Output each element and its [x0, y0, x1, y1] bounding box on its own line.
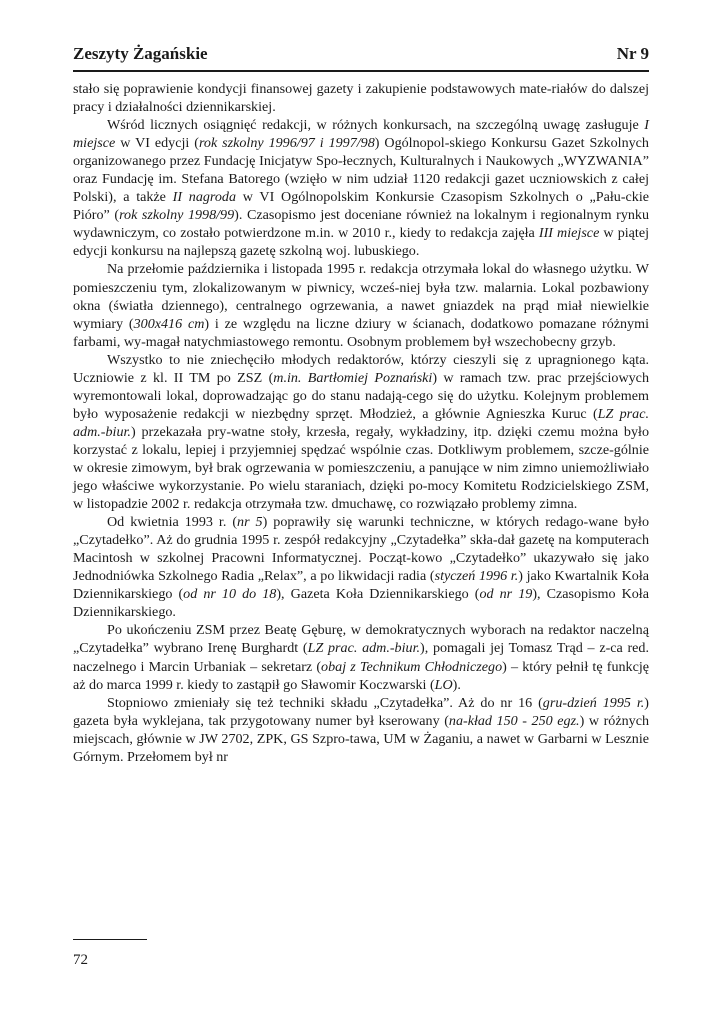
- header-rule: [73, 70, 649, 72]
- issue-number: Nr 9: [616, 44, 649, 63]
- italic-text: na-kład 150 - 250 egz.: [448, 712, 580, 729]
- italic-text: rok szkolny 1998/99: [119, 207, 235, 224]
- text-run: ) w ramach tzw. prac przejściowych wyremontowali lokal, doprowadzając go do stanu nadają-cego się do użytku. Kolejnym problemem było wyposażenie redakcji w niezbędny sprzęt. Młodzież, a głównie Agnieszka Kuruc (: [73, 369, 649, 422]
- text-run: Wszystko to nie zniechęciło młodych redaktorów, którzy cieszyli się z upragnionego kąta. Uczniowie z kl. II TM po ZSZ (: [73, 351, 649, 386]
- italic-text: LZ prac. adm.-biur.: [73, 405, 649, 440]
- italic-text: LO: [434, 676, 453, 693]
- text-run: ) jako Kwartalnik Koła Dziennikarskiego (: [73, 568, 649, 603]
- italic-text: obaj z Technikum Chłodniczego: [321, 658, 503, 675]
- text-run: ) przekazała pry-watne stoły, krzesła, regały, wykładziny, itp. dzięki czemu można było korzystać z lokalu, lepiej i przyjemniej spędzać wspólnie czas. Dotkliwym problemem, szcze-gólnie w okresie zimowym, był brak ogrzewania w pomieszczeniu, a panujące w nim zimno uniemożliwiało jego właściwe wykorzystanie. Po wielu staraniach, dzięki po-mocy Komitetu Rodzicielskiego ZSM, w listopadzie 2002 r. redakcja otrzymała tzw. dmuchawę, co rozwiązało problemy zimna.: [73, 423, 649, 513]
- text-run: w VI edycji (: [115, 135, 199, 152]
- italic-text: III miejsce: [538, 225, 600, 242]
- italic-text: nr 5: [237, 514, 263, 531]
- text-run: stało się poprawienie kondycji finansowej gazety i zakupienie podstawowych mate-riałów do dalszej pracy i działalności dziennikarskiej.: [73, 81, 649, 116]
- paragraph: [73, 694, 649, 766]
- italic-text: od nr 10 do 18: [183, 586, 277, 603]
- text-run: ) – który pełnił tę funkcję aż do marca 1999 r. kiedy to zastąpił go Sławomir Koczwarski (: [73, 658, 650, 693]
- italic-text: gru-dzień 1995 r.: [542, 694, 645, 711]
- text-run: ) w różnych miejscach, głównie w JW 2702, ZPK, GS Szpro-tawa, UM w Żaganiu, a nawet w Garbarni w Lesznie Górnym. Przełomem był nr: [73, 712, 649, 765]
- running-header: [73, 44, 649, 64]
- text-run: ). Czasopismo jest doceniane również na lokalnym i regionalnym rynku wydawniczym, co zostało potwierdzone m.in. w 2010 r., kiedy to redakcja zajęła: [73, 207, 650, 242]
- paragraph: [73, 351, 649, 513]
- body-text: [73, 80, 649, 766]
- text-run: ), Gazeta Koła Dziennikarskiego (: [276, 586, 480, 603]
- italic-text: LZ prac. adm.-biur.: [307, 640, 421, 657]
- paragraph: [73, 116, 649, 260]
- italic-text: 300x416 cm: [133, 315, 205, 332]
- paragraph: [73, 621, 649, 693]
- text-run: ) gazeta była wyklejana, tak przygotowany numer był kserowany (: [73, 694, 649, 729]
- text-run: w VI Ogólnopolskim Konkursie Czasopism Szkolnych o „Pału-ckie Pióro” (: [73, 189, 649, 224]
- text-run: ).: [452, 676, 461, 693]
- paragraph: [73, 80, 649, 116]
- text-run: ) poprawiły się warunki techniczne, w których redago-wane było „Czytadełko”. Aż do grudnia 1995 r. zespół redakcyjny „Czytadełka” skła-dał gazetę na komputerach Macintosh w szkolnej Pracowni Informatycznej. Począt-kowo „Czytadełko” ukazywało się jako Jednodniówka Szkolnego Radia „Relax”, a po likwidacji radia (: [73, 514, 650, 585]
- text-run: Stopniowo zmieniały się też techniki składu „Czytadełka”. Aż do nr 16 (: [107, 694, 543, 711]
- italic-text: od nr 19: [479, 586, 533, 603]
- text-run: Wśród licznych osiągnięć redakcji, w różnych konkursach, na szczególną uwagę zasługuje: [107, 117, 645, 134]
- text-run: Po ukończeniu ZSM przez Beatę Gęburę, w demokratycznych wyborach na redaktor naczelną „Czytadełka” wybrano Irenę Burghardt (: [73, 622, 649, 657]
- footnote-rule: [73, 939, 147, 940]
- text-run: Od kwietnia 1993 r. (: [107, 514, 238, 531]
- italic-text: I miejsce: [73, 117, 649, 152]
- text-run: ) Ogólnopol-skiego Konkursu Gazet Szkolnych organizowanego przez Fundację Inicjatyw Spo-łecznych, Kulturalnych i Naukowych „WYZWANIA” oraz Fundację im. Stefana Batorego (wzięło w nim udział 1120 redakcji gazet uczniowskich z całej Polski), a także: [73, 135, 649, 206]
- paragraph: [73, 513, 649, 621]
- italic-text: styczeń 1996 r.: [434, 568, 519, 585]
- text-run: w piątej edycji konkursu na najlepszą gazetę szkolną woj. lubuskiego.: [73, 225, 649, 260]
- text-run: ) i ze względu na liczne dziury w ścianach, dodatkowo pomazane różnymi farbami, wy-magał natychmiastowego remontu. Osobnym problemem był wszechobecny grzyb.: [73, 315, 649, 350]
- text-run: ), pomagali jej Tomasz Trąd – z-ca red. naczelnego i Marcin Urbaniak – sekretarz (: [73, 640, 650, 675]
- page-number: 72: [73, 952, 88, 968]
- text-run: Na przełomie października i listopada 1995 r. redakcja otrzymała lokal do własnego użytku. W pomieszczeniu tym, zlokalizowanym w piwnicy, wcześ-niej była tzw. malarnia. Lokal pozbawiony okna (światła dziennego), centralnego ogrzewania, a nawet gniazdek na prąd miał niewielkie wymiary (: [73, 261, 649, 332]
- italic-text: II nagroda: [172, 189, 237, 206]
- italic-text: m.in. Bartłomiej Poznański: [273, 369, 433, 386]
- journal-title: Zeszyty Żagańskie: [73, 44, 208, 63]
- italic-text: rok szkolny 1996/97 i 1997/98: [198, 135, 375, 152]
- paragraph: [73, 260, 649, 350]
- text-run: ), Czasopismo Koła Dziennikarskiego.: [73, 586, 649, 621]
